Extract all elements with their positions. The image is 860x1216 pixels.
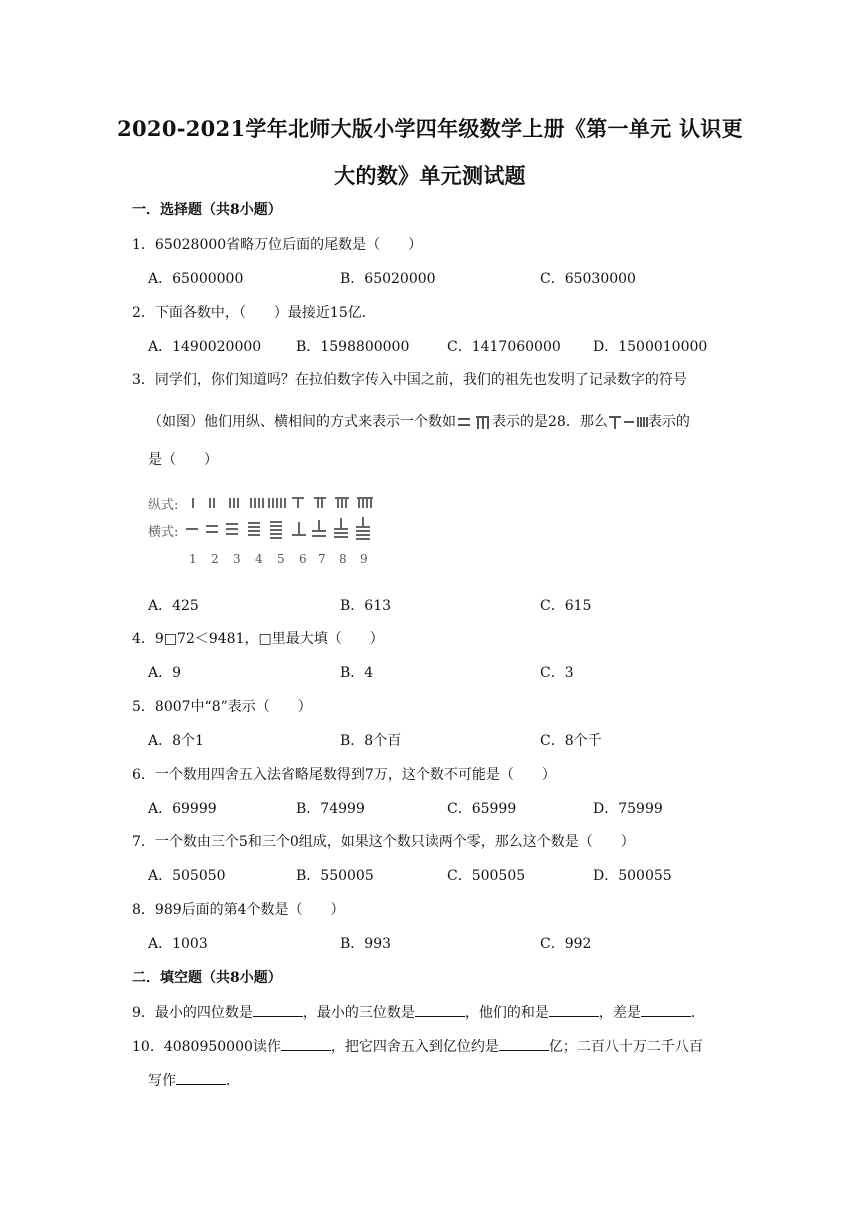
question-3-option-c[interactable]: C．615 (540, 598, 592, 614)
question-10-line2 (148, 1070, 240, 1091)
rod-numeral-28-icon (456, 415, 492, 429)
question-1-stem: 1．65028000省略万位后面的尾数是（ ） (132, 237, 423, 253)
question-9 (132, 1002, 705, 1023)
figure-digit: 8 (339, 552, 347, 566)
question-2-option-b[interactable]: B．1598800000 (296, 339, 410, 355)
question-5-option-a[interactable]: A．8个1 (148, 733, 204, 749)
question-8-stem: 8．989后面的第4个数是（ ） (132, 902, 345, 918)
rod-numeral-question-icon (608, 415, 648, 429)
question-7-option-d[interactable]: D．500055 (593, 868, 672, 884)
question-3-stem-line2 (148, 412, 690, 432)
figure-digit: 2 (211, 552, 219, 566)
question-7-stem: 7．一个数由三个5和三个0组成，如果这个数只读两个零，那么这个数是（ ） (132, 834, 635, 850)
question-7-option-b[interactable]: B．550005 (296, 868, 374, 884)
question-6-option-c[interactable]: C．65999 (447, 801, 517, 817)
question-4-option-a[interactable]: A．9 (148, 665, 182, 681)
figure-vertical-label: 纵式: (148, 498, 179, 513)
question-7-option-a[interactable]: A．505050 (148, 868, 226, 884)
question-6-option-b[interactable]: B．74999 (296, 801, 365, 817)
answer-blank[interactable] (415, 1002, 465, 1017)
question-4-option-c[interactable]: C．3 (540, 665, 574, 681)
answer-blank[interactable] (641, 1002, 691, 1017)
question-10-line1 (132, 1036, 703, 1057)
question-5-option-b[interactable]: B．8个百 (340, 733, 402, 749)
question-9-part: ． (690, 1005, 705, 1021)
question-2-option-c[interactable]: C．1417060000 (447, 339, 561, 355)
question-3-stem-part1: （如图）他们用纵、横相间的方式来表示一个数如 (148, 414, 456, 430)
question-8-option-c[interactable]: C．992 (540, 936, 592, 952)
question-1-option-a[interactable]: A．65000000 (148, 271, 244, 287)
title-line-2: 大的数》单元测试题 (334, 163, 526, 188)
answer-blank[interactable] (499, 1036, 549, 1051)
figure-digit: 6 (299, 552, 307, 566)
question-2-option-a[interactable]: A．1490020000 (148, 339, 262, 355)
question-3-option-b[interactable]: B．613 (340, 598, 392, 614)
question-10-part: ，把它四舍五入到亿位约是 (330, 1039, 499, 1055)
question-10-part: ． (226, 1073, 240, 1089)
question-2-stem: 2．下面各数中，（ ）最接近15亿． (132, 305, 376, 321)
section-heading-choice: 一．选择题（共8小题） (132, 202, 282, 218)
question-8-option-b[interactable]: B．993 (340, 936, 392, 952)
question-3-stem-part3: 表示的 (647, 414, 690, 430)
answer-blank[interactable] (549, 1002, 599, 1017)
question-4-stem: 4．9□72＜9481，□里最大填（ ） (132, 631, 384, 647)
question-8-option-a[interactable]: A．1003 (148, 936, 208, 952)
question-5-option-c[interactable]: C．8个千 (540, 733, 602, 749)
question-3-stem-part2: 表示的是28．那么 (492, 414, 608, 430)
question-9-part: ，最小的三位数是 (302, 1005, 415, 1021)
answer-blank[interactable] (281, 1036, 331, 1051)
question-10-part: 亿；二百八十万二千八百 (548, 1039, 703, 1055)
answer-blank[interactable] (253, 1002, 303, 1017)
question-1-option-b[interactable]: B．65020000 (340, 271, 436, 287)
figure-digit: 1 (189, 552, 197, 566)
figure-digit: 4 (255, 552, 263, 566)
question-9-part: ，他们的和是 (464, 1005, 549, 1021)
question-7-option-c[interactable]: C．500505 (447, 868, 526, 884)
question-10-part: 写作 (148, 1073, 176, 1089)
question-2-option-d[interactable]: D．1500010000 (593, 339, 708, 355)
question-6-option-d[interactable]: D．75999 (593, 801, 663, 817)
rod-numeral-figure (148, 488, 378, 578)
question-1-option-c[interactable]: C．65030000 (540, 271, 636, 287)
figure-digit: 3 (233, 552, 241, 566)
question-3-stem-line3: 是（ ） (148, 452, 218, 468)
title-line-1: 2020-2021学年北师大版小学四年级数学上册《第一单元 认识更 (117, 116, 743, 141)
question-6-stem: 6．一个数用四舍五入法省略尾数得到7万，这个数不可能是（ ） (132, 767, 556, 783)
question-4-option-b[interactable]: B．4 (340, 665, 374, 681)
figure-digit: 9 (360, 552, 368, 566)
answer-blank[interactable] (176, 1070, 226, 1085)
section-heading-fill: 二．填空题（共8小题） (132, 970, 282, 986)
question-9-part: ，差是 (598, 1005, 641, 1021)
question-10-part: 10．4080950000读作 (132, 1039, 281, 1055)
figure-horizontal-label: 横式: (148, 525, 179, 540)
question-3-stem-line1: 3．同学们，你们知道吗？在拉伯数字传入中国之前，我们的祖先也发明了记录数字的符号 (132, 372, 687, 388)
question-6-option-a[interactable]: A．69999 (148, 801, 217, 817)
question-9-part: 9．最小的四位数是 (132, 1005, 253, 1021)
question-5-stem: 5．8007中“8”表示（ ） (132, 699, 312, 715)
figure-digit: 7 (318, 552, 326, 566)
figure-digit: 5 (277, 552, 285, 566)
question-3-option-a[interactable]: A．425 (148, 598, 199, 614)
